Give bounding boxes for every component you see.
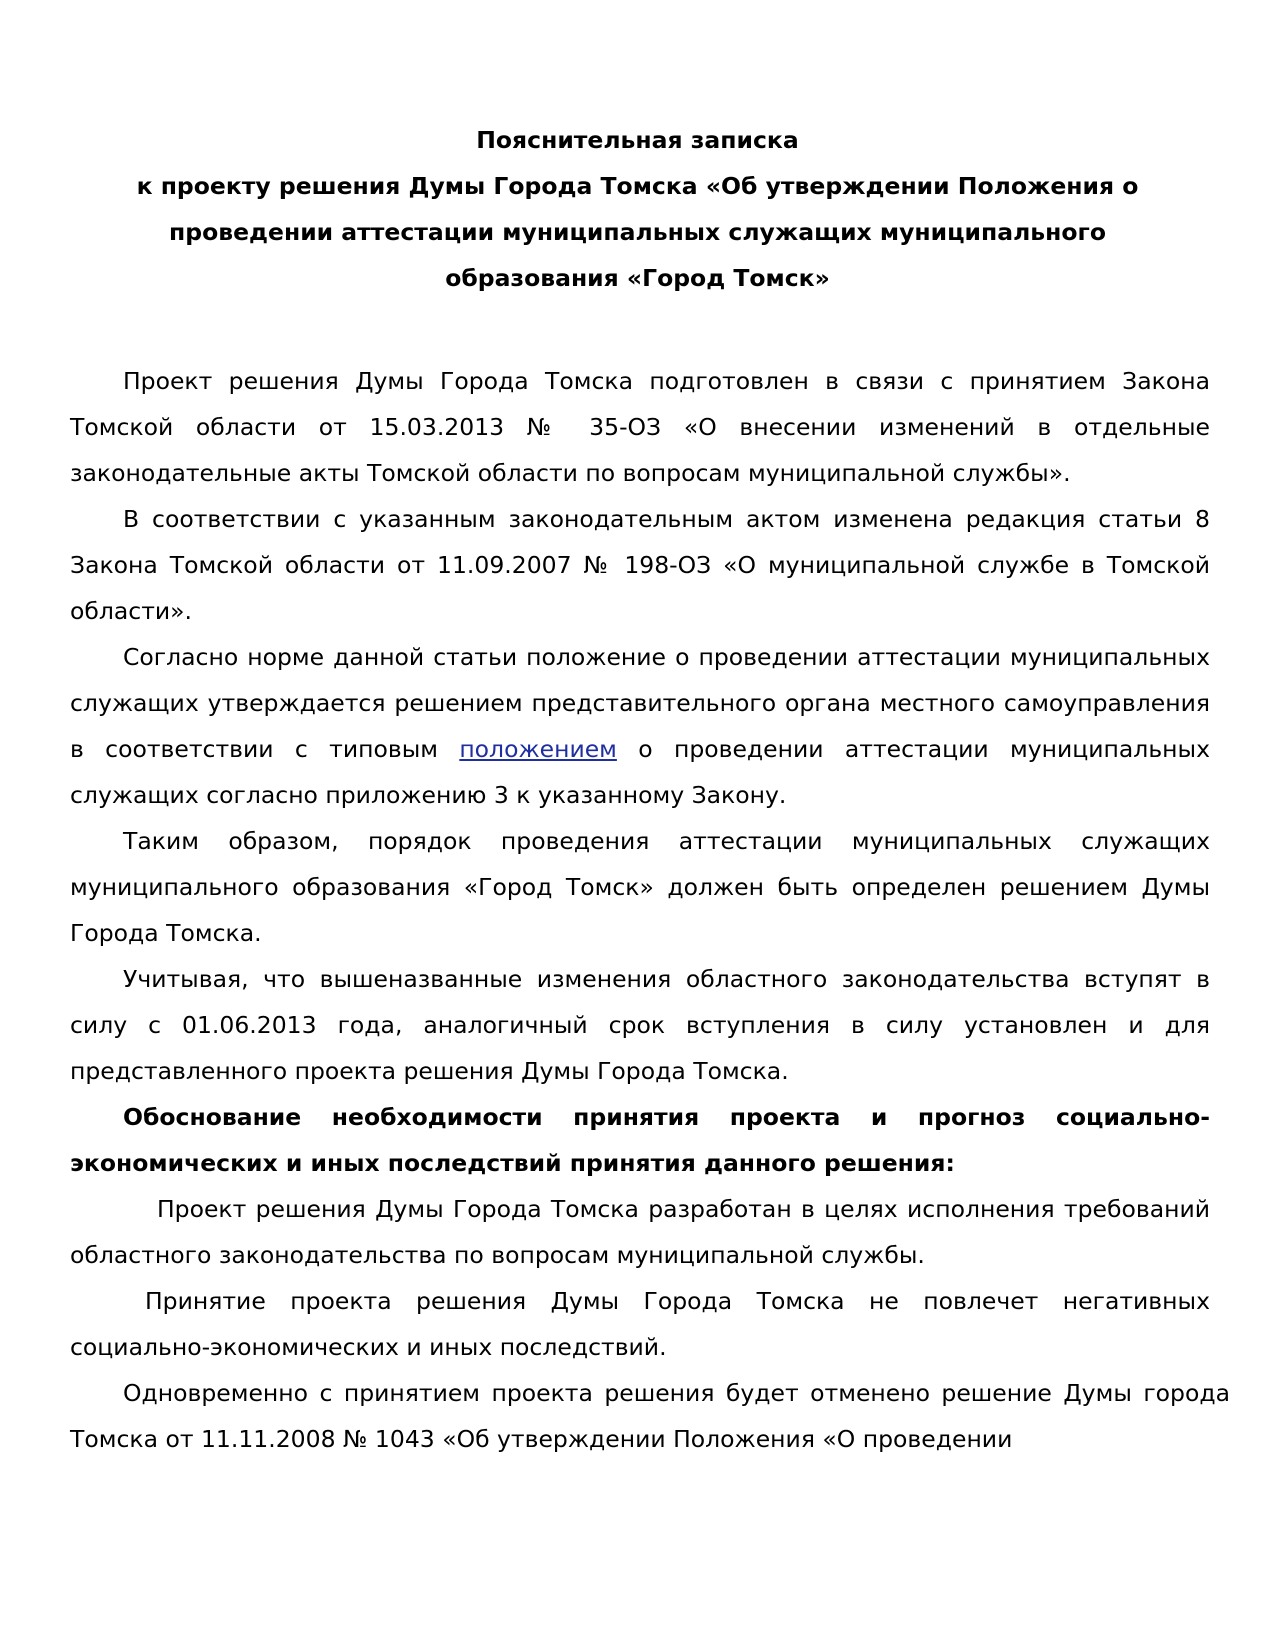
paragraph-typical-regulation: [70, 634, 1210, 818]
regulation-link[interactable]: положением: [459, 735, 617, 763]
paragraph-purpose: Проект решения Думы Города Томска разработан в целях исполнения требований областного законодательства по вопросам муниципальной службы.: [70, 1195, 1210, 1269]
title-line: Пояснительная записка: [476, 126, 799, 154]
paragraph-effective-date: Учитывая, что вышеназванные изменения областного законодательства вступят в силу с 01.06.2013 года, аналогичный срок вступления в силу установлен и для представленного проекта решения Думы Города Томска.: [70, 965, 1210, 1085]
title-line: проведении аттестации муниципальных служащих муниципального: [169, 218, 1106, 246]
paragraph-procedure: Таким образом, порядок проведения аттестации муниципальных служащих муниципального образования «Город Томск» должен быть определен решением Думы Города Томска.: [70, 827, 1210, 947]
title-line: к проекту решения Думы Города Томска «Об утверждении Положения о: [136, 172, 1139, 200]
document-body: [70, 358, 1230, 1462]
section-heading: Обоснование необходимости принятия проекта и прогноз социально-экономических и иных последствий принятия данного решения:: [70, 1103, 1210, 1177]
paragraph-law-adoption: Проект решения Думы Города Томска подготовлен в связи с принятием Закона Томской области от 15.03.2013 № 35-ОЗ «О внесении изменений в отдельные законодательные акты Томской области по вопросам муниципальной службы».: [70, 367, 1210, 487]
paragraph-repeal: Одновременно с принятием проекта решения будет отменено решение Думы города Томска от 11.11.2008 № 1043 «Об утверждении Положения «О проведении: [70, 1379, 1230, 1453]
paragraph-consequences: Принятие проекта решения Думы Города Томска не повлечет негативных социально-экономических и иных последствий.: [70, 1287, 1210, 1361]
paragraph-text: о проведении аттестации муниципальных служащих согласно приложению 3 к указанному Закону.: [70, 735, 1210, 809]
paragraph-article-8: В соответствии с указанным законодательным актом изменена редакция статьи 8 Закона Томской области от 11.09.2007 № 198-ОЗ «О муниципальной службе в Томской области».: [70, 505, 1210, 625]
title-line: образования «Город Томск»: [445, 264, 830, 292]
paragraph-text: Согласно норме данной статьи положение о проведении аттестации муниципальных служащих утверждается решением представительного органа местного самоуправления в соответствии с типовым: [70, 643, 1210, 763]
document-title: [70, 117, 1205, 301]
